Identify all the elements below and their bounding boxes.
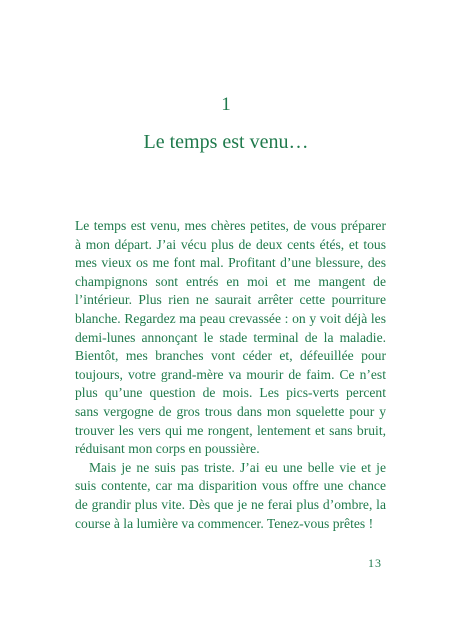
paragraph: Le temps est venu, mes chères petites, de vous préparer à mon départ. J’ai vécu plus de deux cents étés, et tous mes vieux os me font mal. Profitant d’une blessure, des champignons sont entrés en moi et me mangent de l’intérieur. Plus rien ne saurait arrêter cette pourriture blanche. Regardez ma peau crevassée : on y voit déjà les demi-lunes annonçant le stade terminal de la maladie. Bientôt, mes branches vont céder et, défeuillée pour toujours, votre grand-mère va mourir de faim. Ce n’est plus qu’une question de mois. Les pics-verts percent sans vergogne de gros trous dans mon squelette pour y trouver les vers qui me rongent, lentement et sans bruit, réduisant mon corps en poussière. [75,218,386,457]
chapter-number: 1 [221,94,231,115]
paragraph: Mais je ne suis pas triste. J’ai eu une belle vie et je suis contente, car ma disparition vous offre une chance de grandir plus vite. Dès que je ne ferai plus d’ombre, la course à la lumière va commencer. Tenez-vous prêtes ! [75,459,386,531]
chapter-body [75,217,386,533]
page-number: 13 [368,556,382,570]
chapter-title: Le temps est venu… [143,131,309,153]
